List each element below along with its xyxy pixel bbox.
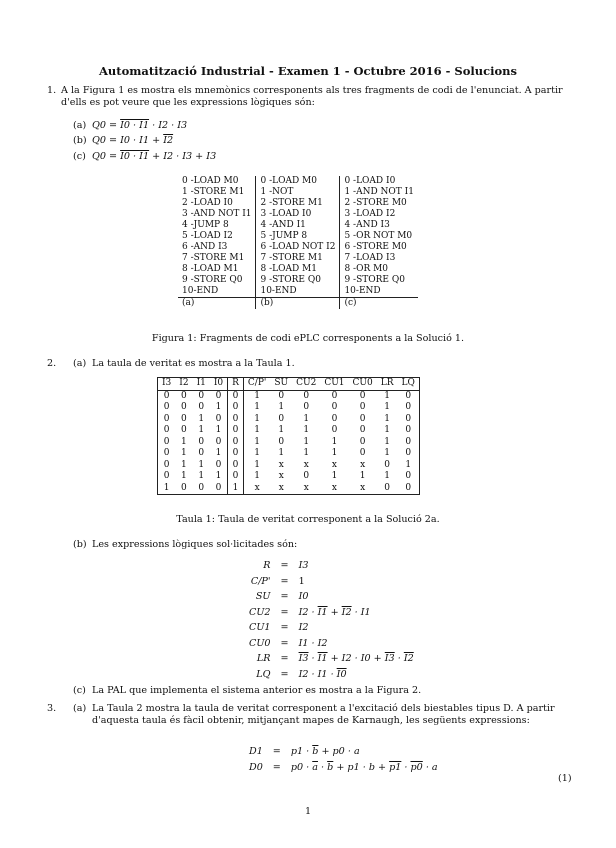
code-line: 3 -AND NOT I1: [182, 209, 252, 219]
truth-table-cell: 0: [359, 402, 366, 412]
truth-table-cell: 1: [384, 436, 390, 447]
truth-table-cell: 1: [384, 471, 390, 481]
q2-c-text: La PAL que implementa el sistema anterior es mostra a la Figura 2.: [92, 685, 422, 696]
equation-rel: =: [280, 653, 289, 664]
truth-table-cell: 1: [384, 390, 390, 401]
table-row: [158, 390, 420, 402]
code-line: 3 -LOAD I0: [256, 209, 340, 220]
truth-table-cell: 1: [331, 448, 338, 458]
truth-table-cell: 1: [254, 436, 260, 447]
equation-row: [244, 558, 419, 574]
truth-table-cell: 1: [303, 425, 310, 435]
truth-table-cell: x: [360, 459, 366, 470]
code-row: [178, 209, 418, 220]
q1-number: 1.: [47, 85, 57, 96]
truth-table-cell: 1: [198, 413, 205, 424]
equation-lhs: LR: [256, 653, 271, 664]
truth-table-cell: 0: [228, 425, 244, 437]
page-title: Automatització Industrial - Examen 1 - Octubre 2016 - Solucions: [98, 64, 518, 78]
truth-table-header: CU1: [320, 378, 348, 391]
truth-table-cell: 0: [303, 471, 310, 481]
equation-rhs: I1 · I2: [298, 637, 328, 649]
truth-table-cell: 1: [254, 413, 260, 424]
equation-row: [244, 760, 443, 776]
truth-table-cell: 0: [405, 402, 412, 412]
code-line: 3 -LOAD I2: [340, 209, 418, 220]
code-column-label: (c): [340, 298, 418, 310]
equation-row: [244, 589, 419, 605]
truth-table-cell: 0: [228, 437, 244, 449]
equation-number: (1): [558, 773, 572, 784]
code-line: 6 -AND I3: [182, 242, 228, 252]
q1-a-label: (a): [73, 120, 87, 131]
equation-rhs: $p0 \cdot \overline{a} \cdot \overline{b} + p1 \cdot b + p1 \cdot p0 \cdot a$: [290, 761, 438, 773]
truth-table-cell: 1: [181, 471, 187, 481]
truth-table-cell: 0: [303, 390, 310, 401]
truth-table-header: I2: [175, 378, 192, 391]
truth-table-header: I0: [210, 378, 228, 391]
equation-rel: =: [272, 761, 281, 773]
code-line: 10-END: [256, 286, 340, 298]
code-line: 0 -LOAD M0: [182, 176, 239, 186]
code-row: [178, 198, 418, 209]
truth-table-cell: 0: [331, 425, 338, 435]
truth-table-cell: 0: [278, 436, 285, 447]
truth-table-cell: 1: [254, 459, 260, 470]
code-line: 5 -LOAD I2: [182, 231, 233, 241]
table-row: [158, 448, 420, 460]
truth-table-cell: 0: [405, 425, 412, 435]
truth-table-cell: 1: [384, 425, 390, 435]
code-column-label: (a): [178, 298, 256, 310]
truth-table-cell: 1: [198, 459, 205, 470]
truth-table-cell: 0: [405, 471, 412, 481]
code-line: 2 -STORE M1: [256, 198, 340, 209]
truth-table-cell: 0: [198, 448, 205, 458]
q2-a-text: La taula de veritat es mostra a la Taula 1.: [92, 358, 295, 369]
truth-table-cell: 0: [228, 460, 244, 472]
truth-table-cell: 0: [331, 390, 338, 401]
truth-table-cell: 1: [254, 390, 260, 401]
table-row: [158, 425, 420, 437]
truth-table-cell: 0: [163, 413, 170, 424]
truth-table-cell: 0: [405, 436, 412, 447]
truth-table-cell: 1: [384, 448, 390, 458]
truth-table-cell: 0: [405, 413, 412, 424]
equation-rhs: $p1 \cdot \overline{b} + p0 \cdot a$: [290, 746, 360, 757]
equation-lhs: D0: [249, 761, 263, 773]
truth-table-cell: 0: [198, 482, 205, 493]
q3-equations: [244, 744, 443, 775]
truth-table-cell: 0: [228, 402, 244, 414]
equation-rhs: I3: [298, 560, 309, 571]
equation-rel: =: [280, 591, 289, 602]
truth-table-cell: 1: [384, 402, 390, 412]
truth-table-cell: 0: [163, 402, 170, 412]
truth-table-cell: 1: [331, 436, 338, 447]
equation-row: [244, 574, 419, 590]
code-line: 8 -LOAD M1: [182, 264, 239, 274]
truth-table-cell: x: [303, 459, 309, 470]
code-line: 6 -STORE M0: [340, 242, 418, 253]
truth-table-header: SU: [270, 378, 292, 391]
truth-table-cell: 0: [359, 448, 366, 458]
truth-table-cell: 0: [228, 414, 244, 426]
code-line: 0 -LOAD M0: [256, 176, 340, 187]
code-row: [178, 275, 418, 286]
truth-table-cell: 0: [163, 425, 170, 435]
code-line: 9 -STORE Q0: [256, 275, 340, 286]
truth-table-cell: 0: [331, 413, 338, 424]
q1-b-expression: Q0 = I0 · I1 + I2: [92, 135, 174, 146]
truth-table-cell: 0: [181, 413, 187, 424]
equation-rel: =: [280, 637, 289, 649]
q1-a-expression: Q0 = I0 · I1 · I2 · I3: [92, 120, 188, 131]
truth-table-cell: 0: [384, 482, 390, 493]
equation-rel: =: [280, 575, 289, 587]
table-row: [158, 483, 420, 495]
truth-table-cell: 1: [181, 459, 187, 470]
truth-table-cell: 1: [210, 425, 228, 437]
table-row: [158, 471, 420, 483]
truth-table-header: I1: [193, 378, 210, 391]
code-line: 4 -AND I1: [256, 220, 340, 231]
truth-table-cell: 1: [163, 482, 170, 493]
equation-lhs: R: [263, 560, 271, 571]
code-row: [178, 176, 418, 187]
equation-row: [244, 651, 419, 667]
truth-table-cell: x: [331, 482, 337, 493]
page-number: 1: [304, 806, 312, 817]
equation-rhs: I3 · I1 + I2 · I0 + I3 · I2: [298, 653, 414, 664]
table-row: [158, 402, 420, 414]
truth-table-cell: 0: [359, 413, 366, 424]
truth-table-cell: 0: [405, 482, 412, 493]
code-line: 7 -STORE M1: [182, 253, 245, 263]
code-line: 7 -LOAD I3: [340, 253, 418, 264]
truth-table-cell: 1: [254, 425, 260, 435]
code-row: [178, 242, 418, 253]
truth-table-cell: 0: [198, 390, 205, 401]
truth-table-cell: x: [278, 471, 284, 481]
truth-table-cell: 1: [210, 402, 228, 414]
truth-table-cell: 0: [163, 448, 170, 458]
code-row: [178, 264, 418, 275]
truth-table-cell: 0: [331, 402, 338, 412]
truth-table-cell: 1: [384, 413, 390, 424]
code-line: 8 -OR M0: [340, 264, 418, 275]
truth-table-cell: 0: [210, 390, 228, 402]
truth-table-cell: 0: [210, 414, 228, 426]
truth-table-cell: 1: [181, 448, 187, 458]
code-line: 9 -STORE Q0: [182, 275, 243, 285]
truth-table-header: I3: [158, 378, 176, 391]
equation-lhs: CU1: [249, 622, 271, 633]
equation-lhs: C/P': [250, 575, 271, 587]
equation-rhs: I2 · I1 + I2 · I1: [298, 606, 371, 618]
table1-caption: Taula 1: Taula de veritat corresponent a la Solució 2a.: [176, 514, 440, 525]
truth-table-cell: 1: [359, 471, 366, 481]
truth-table-cell: 0: [163, 390, 170, 401]
truth-table-cell: 0: [278, 413, 285, 424]
code-line: 10-END: [340, 286, 418, 298]
q2-b-label: (b): [73, 539, 87, 550]
code-line: 7 -STORE M1: [256, 253, 340, 264]
truth-table-cell: 1: [228, 483, 244, 495]
truth-table-cell: 0: [228, 390, 244, 402]
code-column-label: (b): [256, 298, 340, 310]
equation-rhs: 1: [298, 575, 305, 587]
code-line: 2 -STORE M0: [340, 198, 418, 209]
truth-table-cell: 0: [405, 448, 412, 458]
code-line: 8 -LOAD M1: [256, 264, 340, 275]
truth-table-cell: 0: [278, 390, 285, 401]
truth-table-cell: 1: [181, 436, 187, 447]
equation-row: [244, 620, 419, 636]
equation-row: [244, 667, 419, 683]
truth-table-header: CU0: [349, 378, 377, 391]
truth-table-cell: 0: [384, 459, 390, 470]
truth-table-cell: 0: [359, 436, 366, 447]
code-row: [178, 286, 418, 298]
q2-a-label: (a): [73, 358, 87, 369]
truth-table-cell: 0: [210, 483, 228, 495]
code-line: 0 -LOAD I0: [340, 176, 418, 187]
code-line: 2 -LOAD I0: [182, 198, 233, 208]
truth-table-cell: 0: [181, 425, 187, 435]
code-line: 1 -STORE M1: [182, 187, 245, 197]
equation-lhs: D1: [249, 746, 263, 757]
truth-table-cell: x: [360, 482, 366, 493]
equation-lhs: CU2: [249, 606, 271, 618]
truth-table-cell: 0: [181, 402, 187, 412]
code-row: [178, 187, 418, 198]
figure1-caption: Figura 1: Fragments de codi ePLC corresponents a la Solució 1.: [151, 333, 465, 344]
code-line: 9 -STORE Q0: [340, 275, 418, 286]
equation-rhs: I2: [298, 622, 309, 633]
truth-table-cell: 1: [210, 448, 228, 460]
truth-table-cell: 1: [303, 413, 310, 424]
truth-table-cell: x: [278, 482, 284, 493]
code-row: [178, 231, 418, 242]
q1-b-label: (b): [73, 135, 87, 146]
truth-table-cell: 0: [198, 436, 205, 447]
truth-table-cell: 0: [163, 459, 170, 470]
equation-rel: =: [280, 560, 289, 571]
code-fragments-table: [178, 176, 418, 309]
equation-rel: =: [272, 746, 281, 757]
truth-table-header: CU2: [292, 378, 320, 391]
truth-table-cell: 0: [228, 471, 244, 483]
truth-table-cell: x: [254, 482, 260, 493]
truth-table-cell: x: [331, 459, 337, 470]
code-row: [178, 220, 418, 231]
q3-number: 3.: [47, 703, 57, 714]
q2-equations: [244, 558, 419, 682]
q3-a-label: (a): [73, 703, 87, 714]
q2-number: 2.: [47, 358, 57, 369]
code-label-row: [178, 298, 418, 310]
equation-row: [244, 744, 443, 760]
truth-table-cell: 1: [210, 471, 228, 483]
truth-table-cell: 1: [198, 471, 205, 481]
truth-table: [157, 377, 420, 495]
code-line: 1 -AND NOT I1: [340, 187, 418, 198]
truth-table-header: LR: [377, 378, 398, 391]
q3-a-text: La Taula 2 mostra la taula de veritat corresponent a l'excitació dels biestables tipus D. A partir d'aquesta taula és fàcil obtenir, mitjançant mapes de Karnaugh, les següents expressions:: [92, 703, 555, 726]
equation-rhs: I2 · I1 · I0: [298, 668, 347, 680]
truth-table-cell: 0: [181, 482, 187, 493]
truth-table-cell: 1: [198, 425, 205, 435]
truth-table-cell: 0: [210, 460, 228, 472]
truth-table-cell: 0: [163, 436, 170, 447]
truth-table-cell: 1: [254, 471, 260, 481]
q2-b-text: Les expressions lògiques sol·licitades són:: [92, 539, 298, 550]
truth-table-cell: 0: [359, 390, 366, 401]
q2-c-label: (c): [73, 685, 86, 696]
truth-table-cell: 0: [228, 448, 244, 460]
truth-table-cell: 1: [278, 425, 285, 435]
truth-table-cell: 1: [331, 471, 338, 481]
equation-lhs: SU: [255, 591, 271, 602]
truth-table-cell: 0: [163, 471, 170, 481]
truth-table-cell: 0: [359, 425, 366, 435]
truth-table-cell: 1: [278, 448, 285, 458]
truth-table-header: LQ: [398, 378, 420, 391]
equation-lhs: LQ: [256, 668, 271, 680]
q1-c-label: (c): [73, 151, 86, 162]
truth-table-cell: x: [303, 482, 309, 493]
equation-row: [244, 605, 419, 621]
code-line: 4 -JUMP 8: [182, 220, 229, 230]
code-line: 4 -AND I3: [340, 220, 418, 231]
table-row: [158, 460, 420, 472]
equation-lhs: CU0: [249, 637, 271, 649]
truth-table-cell: 0: [210, 437, 228, 449]
code-line: 10-END: [182, 286, 219, 296]
table-row: [158, 437, 420, 449]
equation-rel: =: [280, 668, 289, 680]
truth-table-cell: 0: [303, 402, 310, 412]
truth-table-cell: 1: [254, 402, 260, 412]
table-row: [158, 414, 420, 426]
truth-table-cell: 1: [405, 459, 412, 470]
truth-table-cell: 1: [278, 402, 285, 412]
code-line: 6 -LOAD NOT I2: [256, 242, 340, 253]
equation-rel: =: [280, 622, 289, 633]
code-line: 5 -OR NOT M0: [340, 231, 418, 242]
truth-table-header: C/P': [243, 378, 270, 391]
equation-rel: =: [280, 606, 289, 618]
truth-table-cell: 1: [303, 436, 310, 447]
truth-table-cell: 1: [303, 448, 310, 458]
equation-rhs: I0: [298, 591, 309, 602]
q1-c-expression: Q0 = I0 · I1 + I2 · I3 + I3: [92, 151, 217, 162]
truth-table-cell: x: [278, 459, 284, 470]
code-row: [178, 253, 418, 264]
code-line: 1 -NOT: [256, 187, 340, 198]
truth-table-cell: 0: [405, 390, 412, 401]
q1-text: A la Figura 1 es mostra els mnemònics corresponents als tres fragments de codi de l'enunciat. A partir d'ells es pot veure que les expressions lògiques són:: [61, 85, 563, 108]
truth-table-cell: 0: [181, 390, 187, 401]
truth-table-cell: 0: [198, 402, 205, 412]
code-line: 5 -JUMP 8: [256, 231, 340, 242]
equation-row: [244, 636, 419, 652]
truth-table-cell: 1: [254, 448, 260, 458]
truth-table-header: R: [228, 378, 244, 391]
